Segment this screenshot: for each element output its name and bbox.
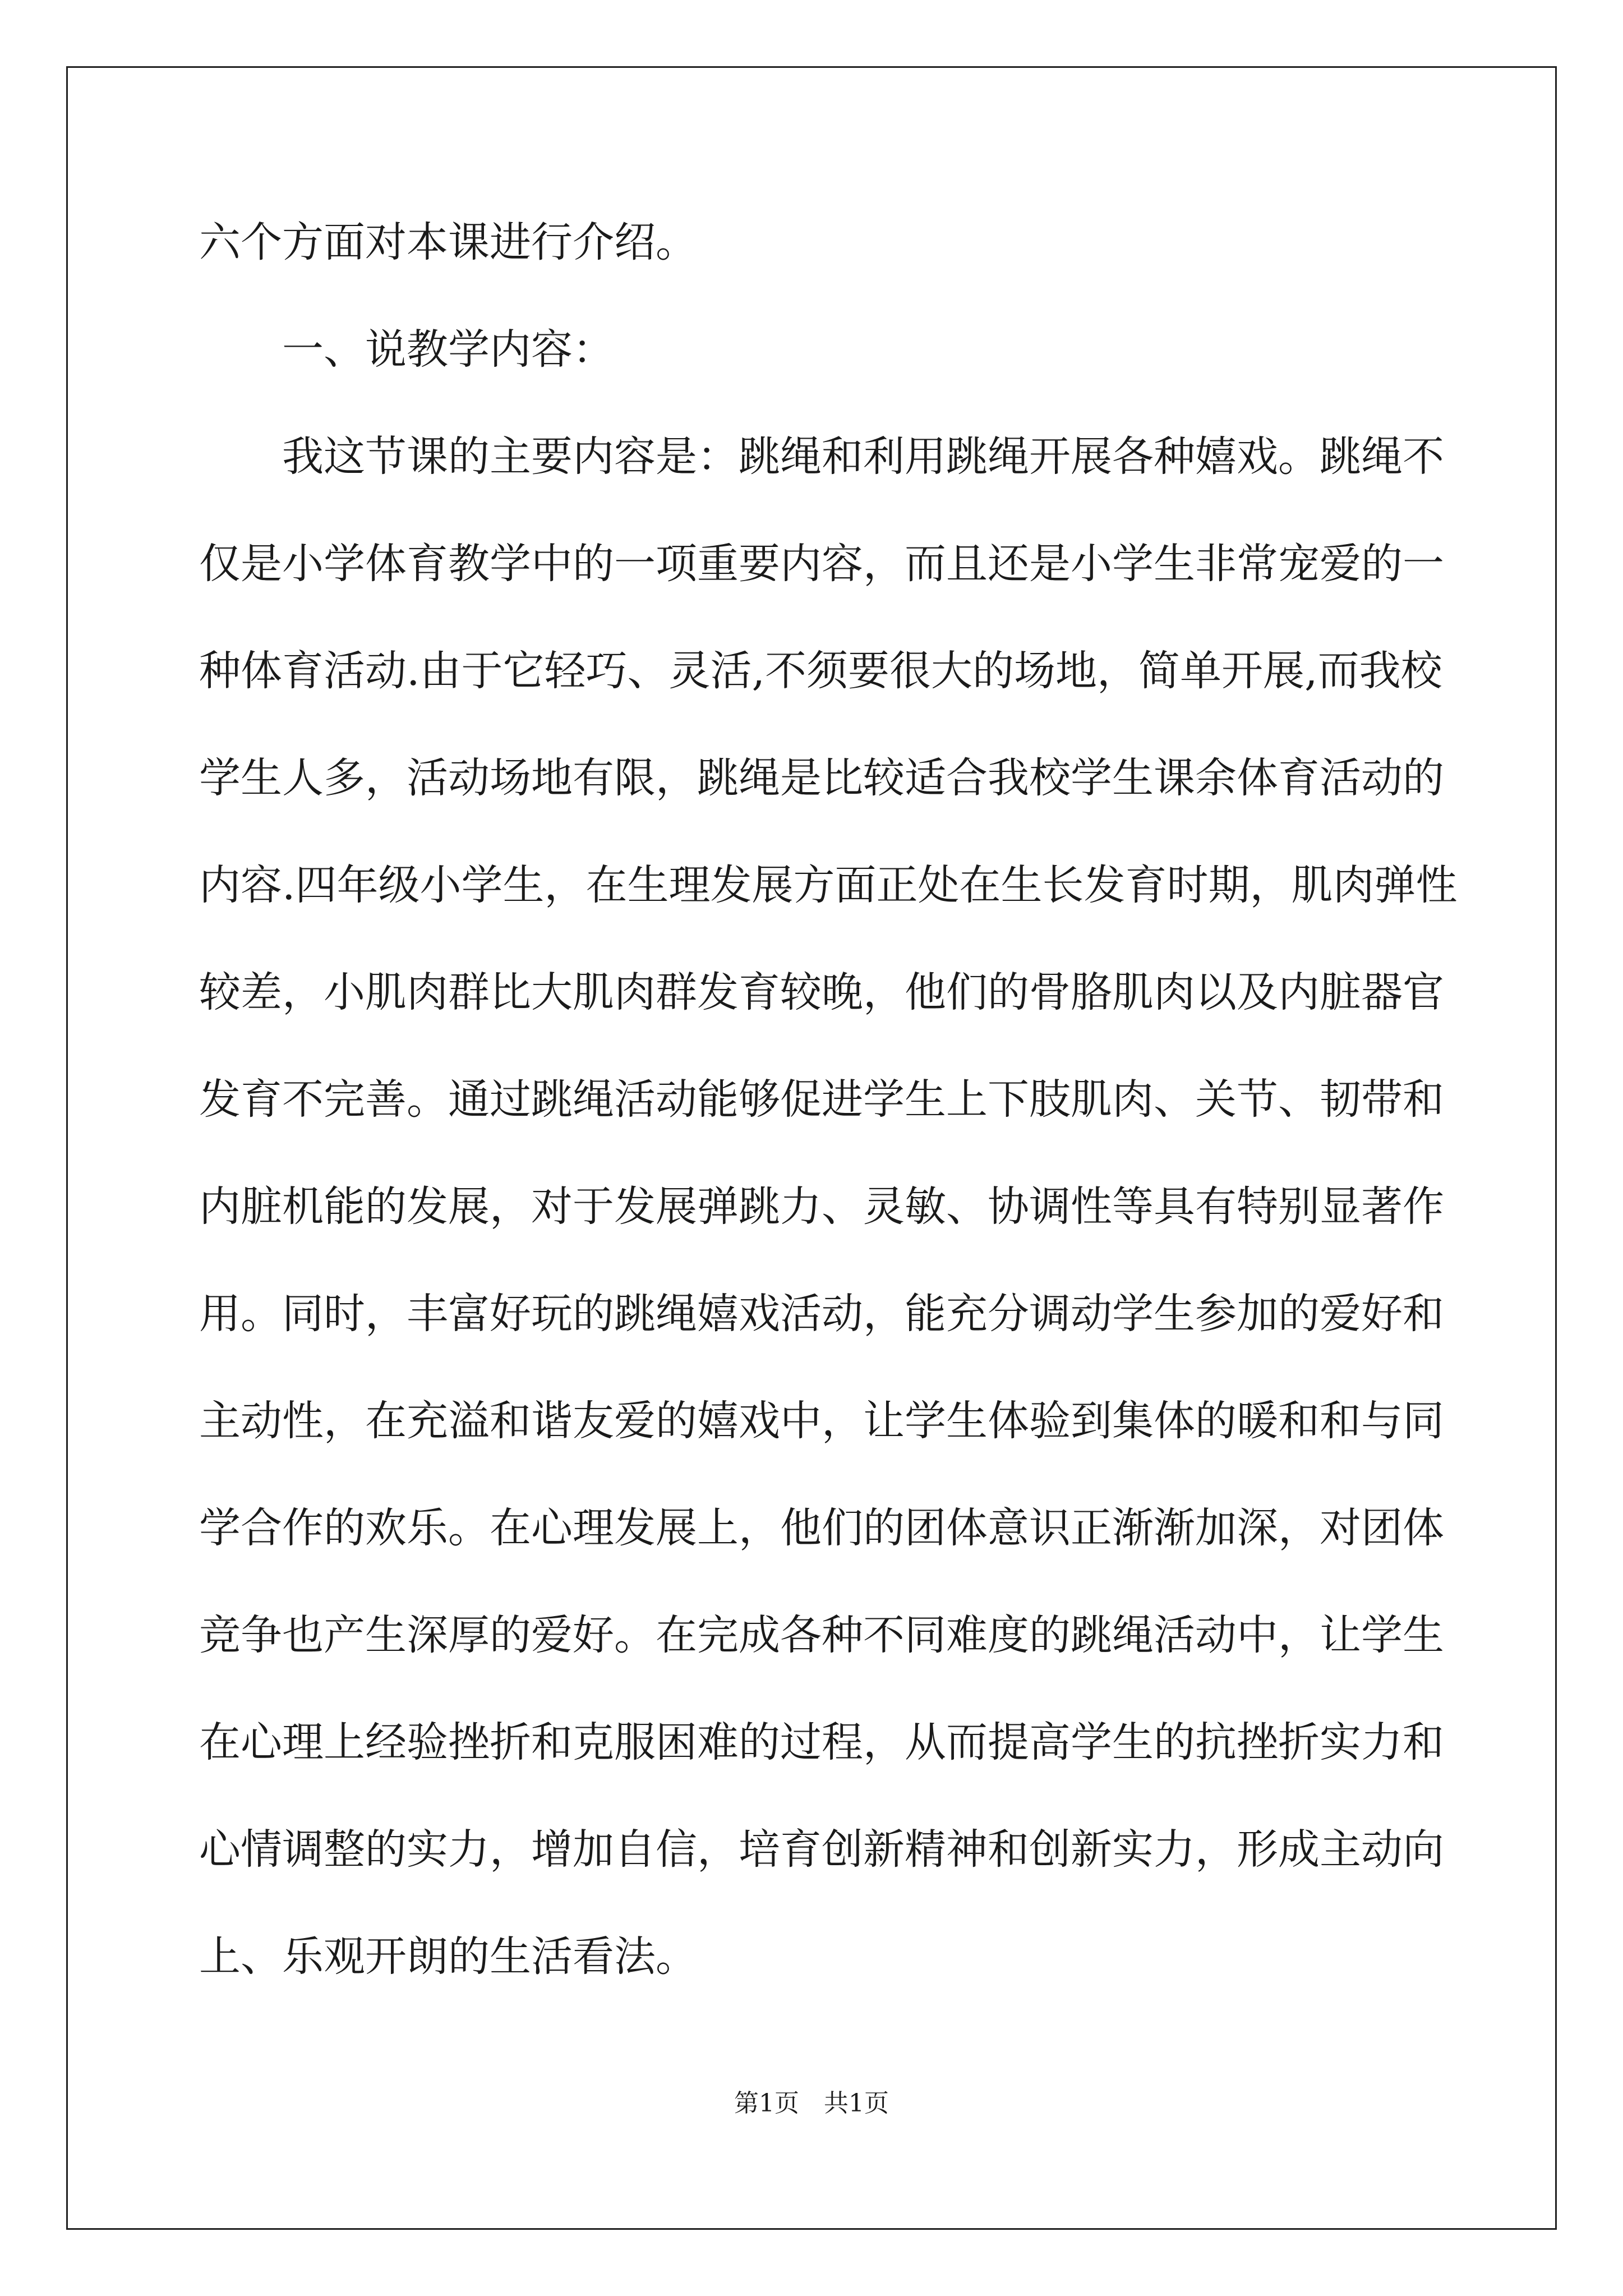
text-line: 主动性，在充溢和谐友爱的嬉戏中，让学生体验到集体的暖和和与同 (199, 1397, 1444, 1445)
text-line: 上、乐观开朗的生活看法。 (199, 1932, 697, 1981)
text-line: 六个方面对本课进行介绍。 (199, 218, 697, 266)
text-line: 内容.四年级小学生，在生理发展方面正处在生长发育时期，肌肉弹性 (199, 861, 1458, 909)
text-line: 内脏机能的发展，对于发展弹跳力、灵敏、协调性等具有特别显著作 (199, 1182, 1444, 1231)
text-line: 较差，小肌肉群比大肌肉群发育较晚，他们的骨胳肌肉以及内脏器官 (199, 968, 1444, 1016)
text-line: 在心理上经验挫折和克服困难的过程，从而提高学生的抗挫折实力和 (199, 1718, 1444, 1766)
text-line: 学合作的欢乐。在心理发展上，他们的团体意识正渐渐加深，对团体 (199, 1504, 1444, 1552)
text-line: 发育不完善。通过跳绳活动能够促进学生上下肢肌肉、关节、韧带和 (199, 1075, 1444, 1124)
text-line: 心情调整的实力，增加自信，培育创新精神和创新实力，形成主动向 (199, 1825, 1444, 1874)
section-heading: 一、说教学内容： (282, 325, 614, 374)
text-line: 种体育活动.由于它轻巧、灵活,不须要很大的场地，简单开展,而我校 (199, 647, 1442, 695)
text-line: 竞争也产生深厚的爱好。在完成各种不同难度的跳绳活动中，让学生 (199, 1611, 1444, 1659)
text-line: 我这节课的主要内容是：跳绳和利用跳绳开展各种嬉戏。跳绳不 (282, 432, 1444, 481)
text-line: 仅是小学体育教学中的一项重要内容，而且还是小学生非常宠爱的一 (199, 540, 1444, 588)
document-body (199, 218, 1458, 2043)
text-line: 用。同时，丰富好玩的跳绳嬉戏活动，能充分调动学生参加的爱好和 (199, 1290, 1444, 1338)
page-number-footer: 第1页 共1页 (734, 2089, 889, 2118)
text-line: 学生人多，活动场地有限，跳绳是比较适合我校学生课余体育活动的 (199, 754, 1444, 802)
